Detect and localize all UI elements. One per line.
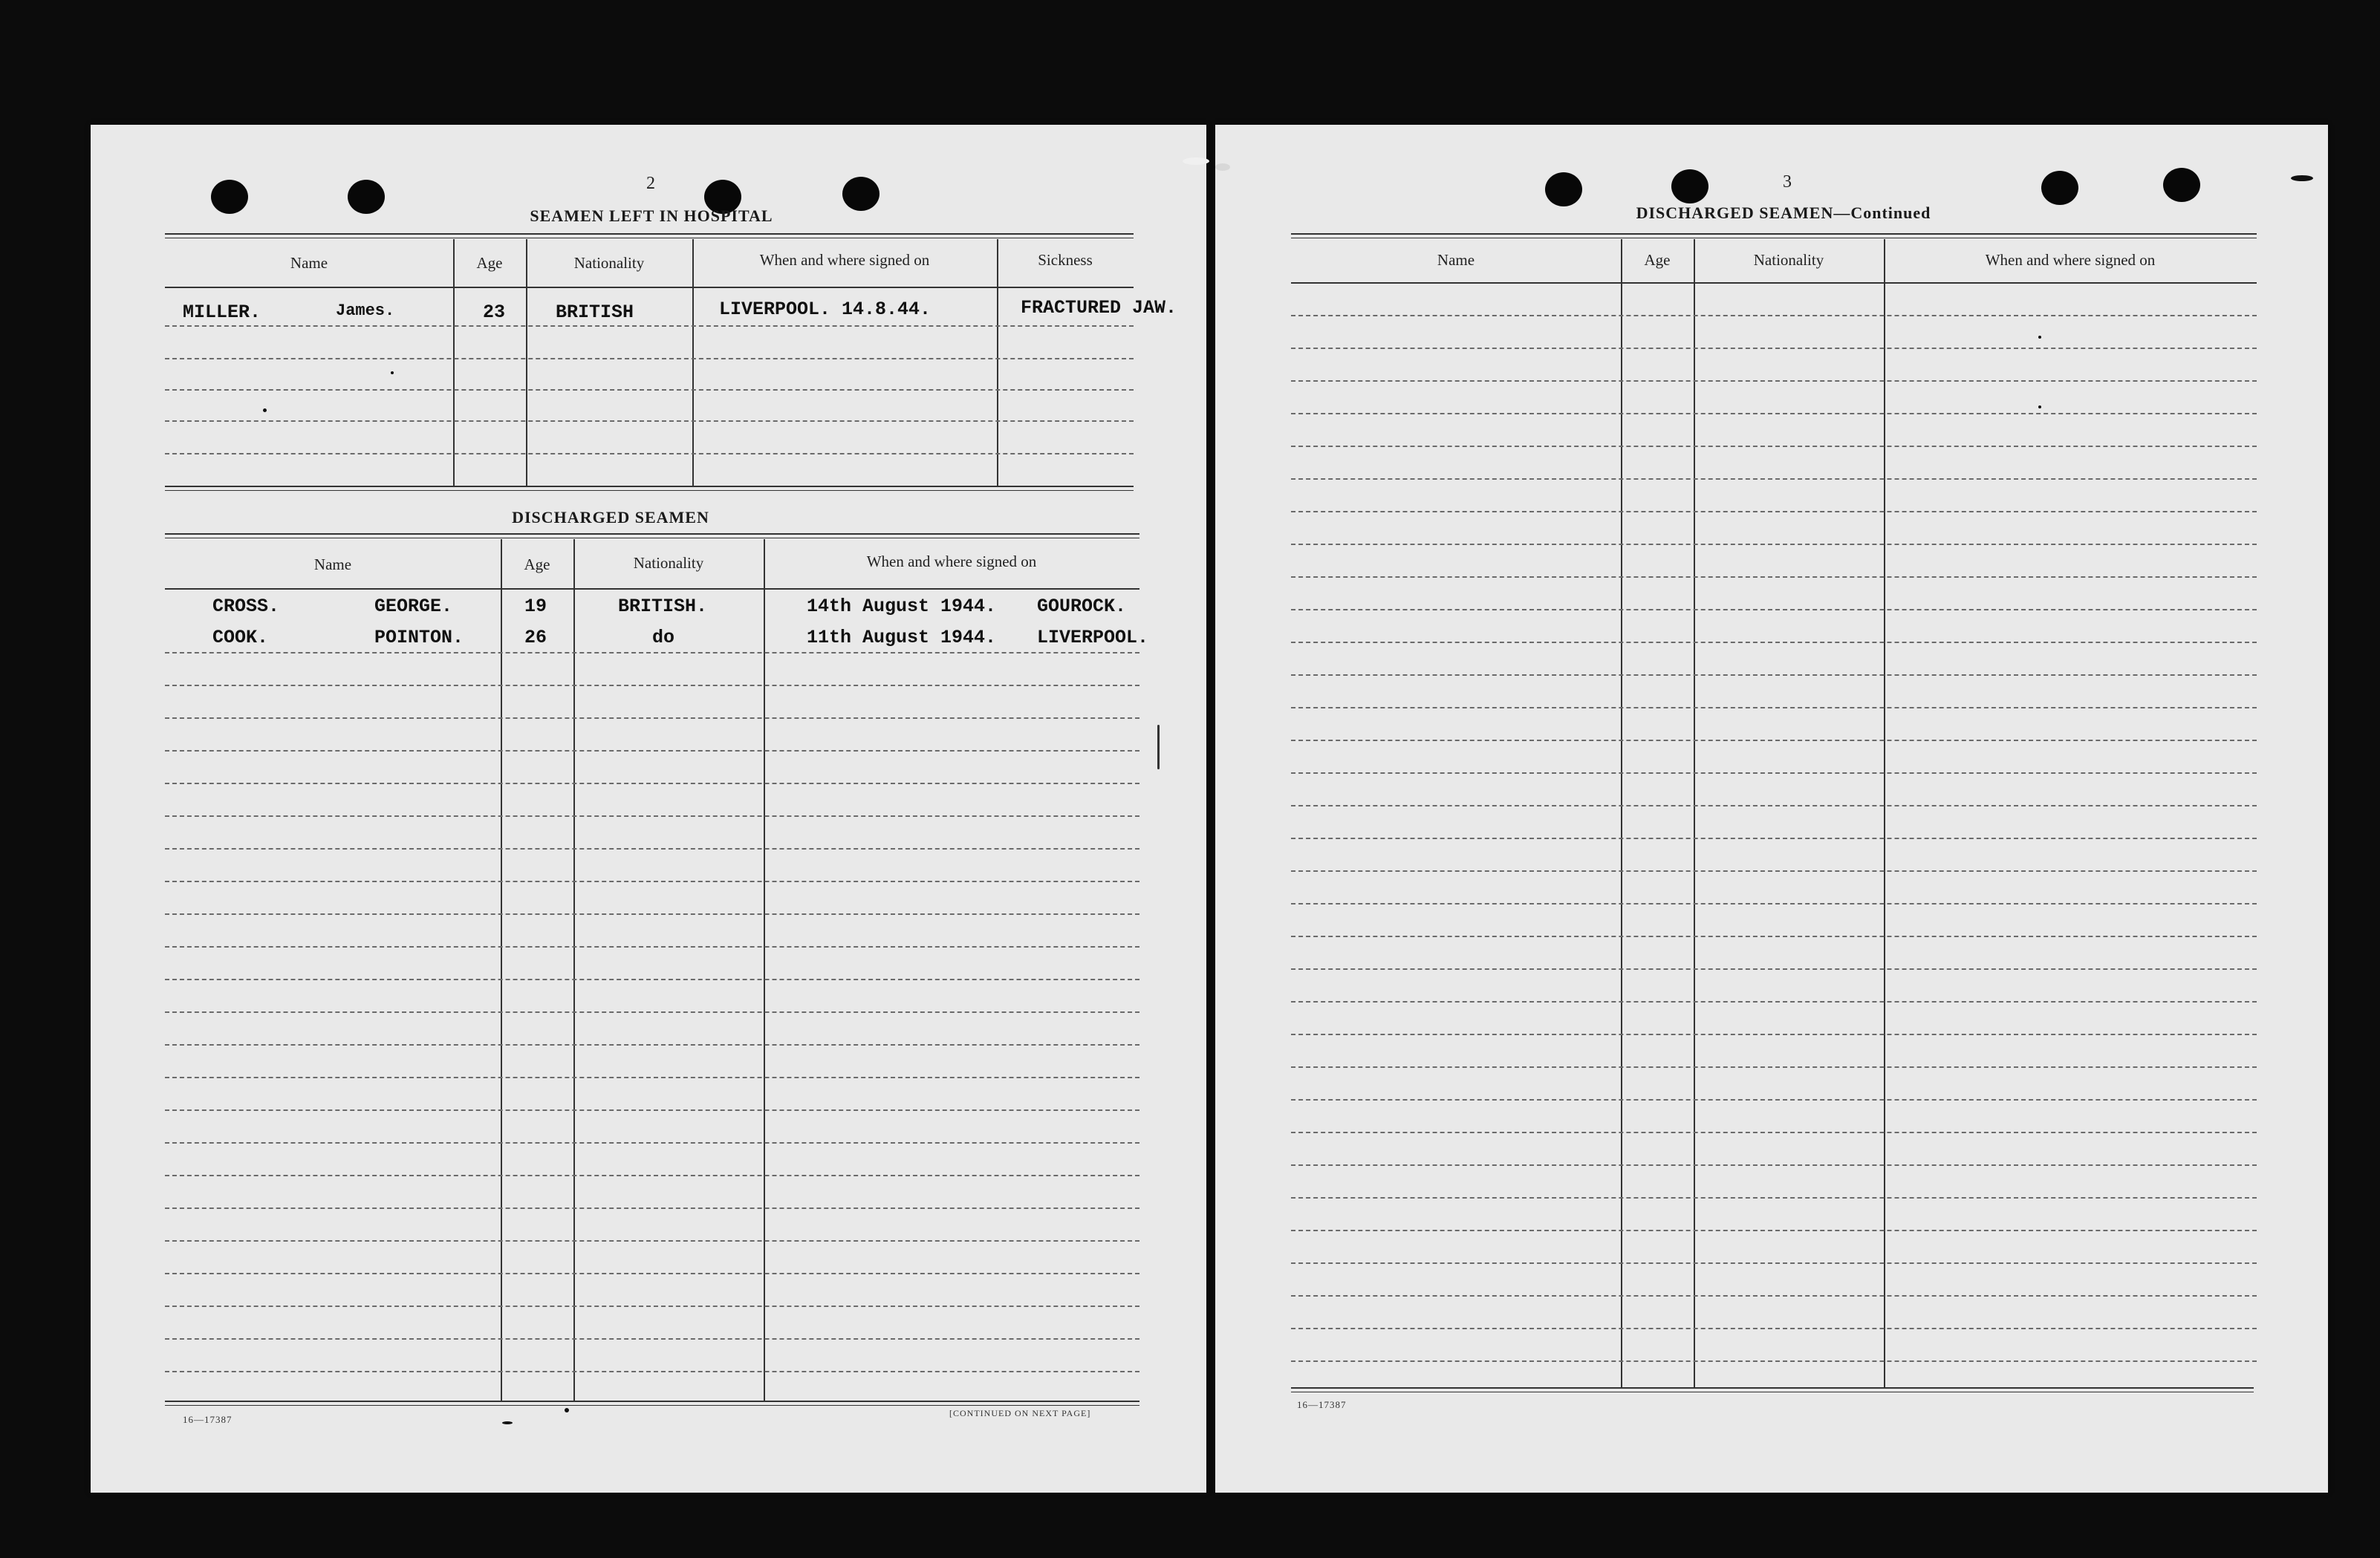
punch-hole	[2041, 171, 2078, 205]
column-header-name: Name	[1437, 251, 1475, 269]
column-divider	[573, 539, 575, 1401]
row-rule	[165, 1207, 1139, 1209]
ink-speck	[391, 371, 394, 374]
row-rule	[165, 848, 1139, 850]
table-top-rule	[165, 233, 1134, 235]
signed-on-place: LIVERPOOL.	[1037, 627, 1149, 648]
row-rule	[165, 1142, 1139, 1144]
ink-speck	[263, 408, 267, 412]
row-rule	[1291, 740, 2257, 741]
table-bottom-rule	[165, 490, 1134, 491]
ink-speck	[502, 1421, 513, 1424]
row-rule	[1291, 1197, 2257, 1199]
row-rule	[1291, 936, 2257, 937]
row-rule	[1291, 1034, 2257, 1035]
row-rule	[165, 453, 1134, 454]
column-divider	[1694, 239, 1695, 1387]
row-rule	[1291, 348, 2257, 349]
row-rule	[1291, 1295, 2257, 1297]
ink-speck	[2038, 336, 2041, 339]
seaman-age: 23	[483, 302, 506, 323]
punch-hole	[1545, 172, 1582, 206]
row-rule	[1291, 1230, 2257, 1231]
ink-speck	[2291, 175, 2313, 181]
row-rule	[165, 815, 1139, 817]
table-bottom-rule	[165, 1401, 1139, 1402]
column-header-age: Age	[1644, 251, 1671, 269]
right-page	[1215, 125, 2328, 1493]
table-top-rule	[165, 533, 1139, 535]
seaman-forename: POINTON.	[374, 627, 464, 648]
row-rule	[165, 946, 1139, 948]
row-rule	[1291, 446, 2257, 447]
row-rule	[1291, 380, 2257, 382]
row-rule	[1291, 1099, 2257, 1101]
ink-speck	[2038, 405, 2041, 408]
seaman-nationality: BRITISH	[556, 302, 634, 323]
ink-speck	[1215, 163, 1230, 171]
row-rule	[1291, 1262, 2257, 1264]
hospital-section-title: SEAMEN LEFT IN HOSPITAL	[530, 206, 773, 225]
row-rule	[165, 881, 1139, 882]
seaman-nationality: BRITISH.	[618, 596, 708, 617]
row-rule	[165, 685, 1139, 686]
continued-note: [CONTINUED ON NEXT PAGE]	[949, 1408, 1091, 1418]
column-header-signed-on: When and where signed on	[866, 553, 1037, 570]
row-rule	[1291, 609, 2257, 610]
seaman-forename: GEORGE.	[374, 596, 453, 617]
column-header-signed-on: When and where signed on	[1985, 251, 2156, 269]
seaman-signed-on: LIVERPOOL. 14.8.44.	[719, 299, 931, 320]
table-bottom-rule	[165, 486, 1134, 487]
column-divider	[526, 239, 527, 486]
row-rule	[165, 913, 1139, 915]
column-divider	[764, 539, 765, 1401]
signed-on-date: 11th August 1944.	[807, 627, 997, 648]
row-rule	[1291, 511, 2257, 512]
row-rule	[1291, 772, 2257, 774]
table-top-rule	[1291, 233, 2257, 235]
row-rule	[165, 389, 1134, 391]
row-rule	[165, 1240, 1139, 1242]
row-rule	[1291, 1001, 2257, 1003]
row-rule	[1291, 1066, 2257, 1068]
column-header-nationality: Nationality	[573, 254, 645, 272]
punch-hole	[842, 177, 880, 211]
seaman-age: 19	[524, 596, 547, 617]
seaman-sickness: FRACTURED JAW.	[1021, 297, 1177, 319]
row-rule	[165, 1338, 1139, 1340]
signed-on-date: 14th August 1944.	[807, 596, 997, 617]
row-rule	[165, 979, 1139, 980]
column-divider	[997, 239, 998, 486]
discharged-section-title: DISCHARGED SEAMEN	[512, 508, 709, 527]
left-page	[91, 125, 1206, 1493]
row-rule	[165, 750, 1139, 752]
column-header-age: Age	[476, 254, 503, 272]
row-rule	[1291, 315, 2257, 316]
row-rule	[165, 1371, 1139, 1372]
row-rule	[1291, 544, 2257, 545]
row-rule	[165, 652, 1139, 653]
form-number: 16—17387	[183, 1414, 233, 1425]
ink-speck	[1183, 157, 1209, 165]
punch-hole	[1671, 169, 1708, 203]
row-rule	[1291, 1132, 2257, 1133]
seaman-surname: CROSS.	[212, 596, 280, 617]
signed-on-place: GOUROCK.	[1037, 596, 1127, 617]
row-rule	[165, 1273, 1139, 1274]
row-rule	[165, 1044, 1139, 1046]
row-rule	[165, 420, 1134, 422]
row-rule	[1291, 838, 2257, 839]
page-number: 2	[646, 174, 655, 193]
row-rule	[165, 1011, 1139, 1013]
page-number: 3	[1783, 172, 1792, 192]
seaman-surname: COOK.	[212, 627, 269, 648]
row-rule	[1291, 1164, 2257, 1166]
row-rule	[1291, 576, 2257, 578]
discharged-continued-title: DISCHARGED SEAMEN—Continued	[1636, 203, 1931, 222]
row-rule	[1291, 413, 2257, 414]
punch-hole	[2163, 168, 2200, 202]
column-header-name: Name	[290, 254, 328, 272]
column-divider	[692, 239, 694, 486]
column-header-nationality: Nationality	[1753, 251, 1824, 269]
seaman-age: 26	[524, 627, 547, 648]
ink-speck	[565, 1408, 569, 1412]
column-divider	[1621, 239, 1622, 1387]
row-rule	[1291, 870, 2257, 872]
table-bottom-rule	[165, 1405, 1139, 1406]
table-bottom-rule	[1291, 1387, 2254, 1389]
row-rule	[1291, 1360, 2257, 1362]
punch-hole	[211, 180, 248, 214]
header-bottom-rule	[1291, 282, 2257, 284]
seaman-surname: MILLER.	[183, 302, 261, 323]
form-number: 16—17387	[1297, 1399, 1347, 1410]
seaman-forename: James.	[336, 302, 395, 320]
row-rule	[1291, 674, 2257, 676]
header-bottom-rule	[165, 287, 1134, 288]
row-rule	[1291, 1328, 2257, 1329]
row-rule	[165, 1109, 1139, 1111]
column-divider	[453, 239, 455, 486]
row-rule	[1291, 968, 2257, 970]
row-rule	[165, 1306, 1139, 1307]
row-rule	[1291, 903, 2257, 905]
row-rule	[165, 783, 1139, 784]
row-rule	[165, 717, 1139, 719]
column-header-nationality: Nationality	[633, 554, 704, 572]
row-rule	[165, 1077, 1139, 1078]
column-header-sickness: Sickness	[1038, 251, 1093, 269]
row-rule	[165, 1175, 1139, 1176]
seaman-nationality: do	[652, 627, 675, 648]
column-divider	[1884, 239, 1885, 1387]
header-bottom-rule	[165, 588, 1139, 590]
row-rule	[1291, 642, 2257, 643]
column-header-name: Name	[313, 555, 352, 573]
row-rule	[1291, 805, 2257, 806]
row-rule	[165, 325, 1134, 327]
ink-speck	[1157, 725, 1160, 769]
row-rule	[1291, 478, 2257, 480]
row-rule	[1291, 707, 2257, 708]
punch-hole	[348, 180, 385, 214]
column-header-age: Age	[524, 555, 550, 573]
row-rule	[165, 358, 1134, 359]
column-header-signed-on: When and where signed on	[759, 251, 930, 269]
column-divider	[501, 539, 502, 1401]
